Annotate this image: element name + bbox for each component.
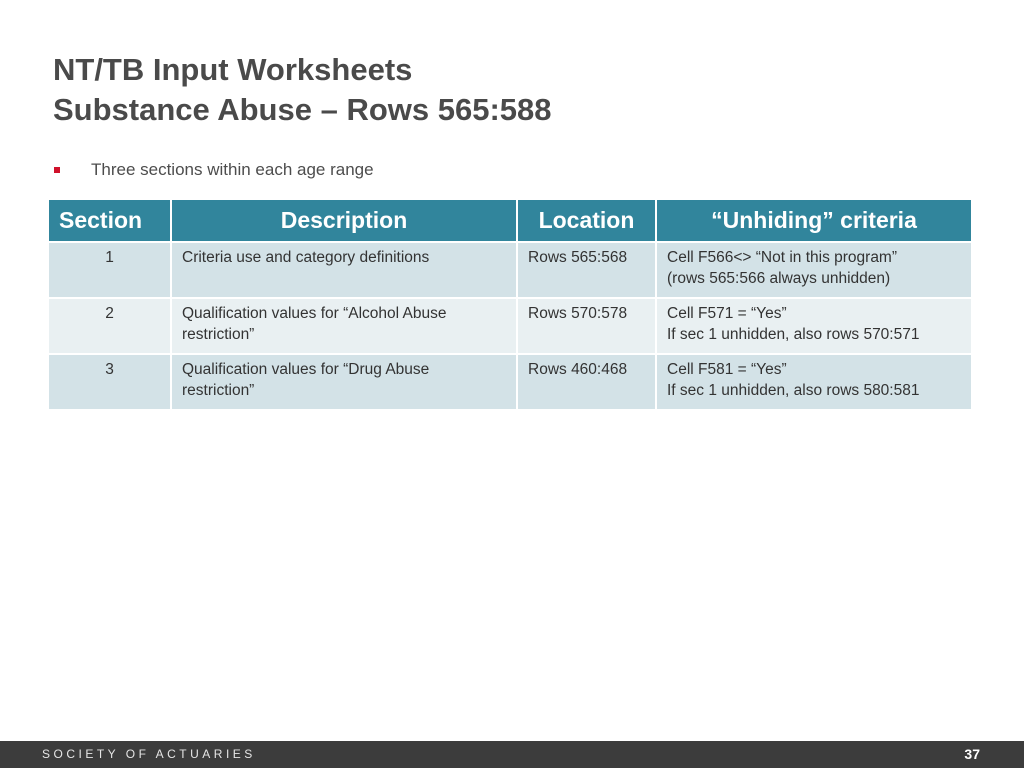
table-row (48, 242, 972, 298)
table-row (48, 354, 972, 410)
title-line-2: Substance Abuse – Rows 565:588 (53, 92, 552, 127)
criteria-line: Cell F571 = “Yes” (667, 305, 787, 322)
criteria-line: If sec 1 unhidden, also rows 570:571 (667, 326, 920, 343)
footer-organization: SOCIETY OF ACTUARIES (42, 747, 256, 761)
bullet-item (54, 159, 374, 181)
header-section: Section (48, 199, 171, 242)
page-number: 37 (964, 746, 980, 762)
square-bullet-icon (54, 167, 60, 173)
cell-description (171, 298, 517, 354)
cell-section: 2 (48, 298, 171, 354)
cell-section: 1 (48, 242, 171, 298)
slide-title (53, 50, 552, 130)
bullet-text: Three sections within each age range (91, 160, 374, 179)
criteria-line: If sec 1 unhidden, also rows 580:581 (667, 382, 920, 399)
cell-location: Rows 565:568 (517, 242, 656, 298)
header-criteria: “Unhiding” criteria (656, 199, 972, 242)
cell-criteria (656, 354, 972, 410)
cell-description (171, 354, 517, 410)
header-location: Location (517, 199, 656, 242)
cell-section: 3 (48, 354, 171, 410)
table-header-row (48, 199, 972, 242)
cell-description (171, 242, 517, 298)
criteria-line: (rows 565:566 always unhidden) (667, 270, 891, 287)
sections-table (47, 198, 973, 411)
description-line: Qualification values for “Alcohol Abuse (182, 305, 447, 322)
criteria-line: Cell F581 = “Yes” (667, 361, 787, 378)
title-line-1: NT/TB Input Worksheets (53, 52, 413, 87)
description-line: restriction” (182, 326, 255, 343)
description-line: Criteria use and category definitions (182, 249, 430, 266)
description-line: Qualification values for “Drug Abuse (182, 361, 430, 378)
sections-table-container (47, 198, 971, 411)
description-line: restriction” (182, 382, 255, 399)
header-description: Description (171, 199, 517, 242)
cell-criteria (656, 298, 972, 354)
criteria-line: Cell F566<> “Not in this program” (667, 249, 898, 266)
cell-location: Rows 460:468 (517, 354, 656, 410)
cell-location: Rows 570:578 (517, 298, 656, 354)
table-row (48, 298, 972, 354)
cell-criteria (656, 242, 972, 298)
footer-bar (0, 741, 1024, 768)
